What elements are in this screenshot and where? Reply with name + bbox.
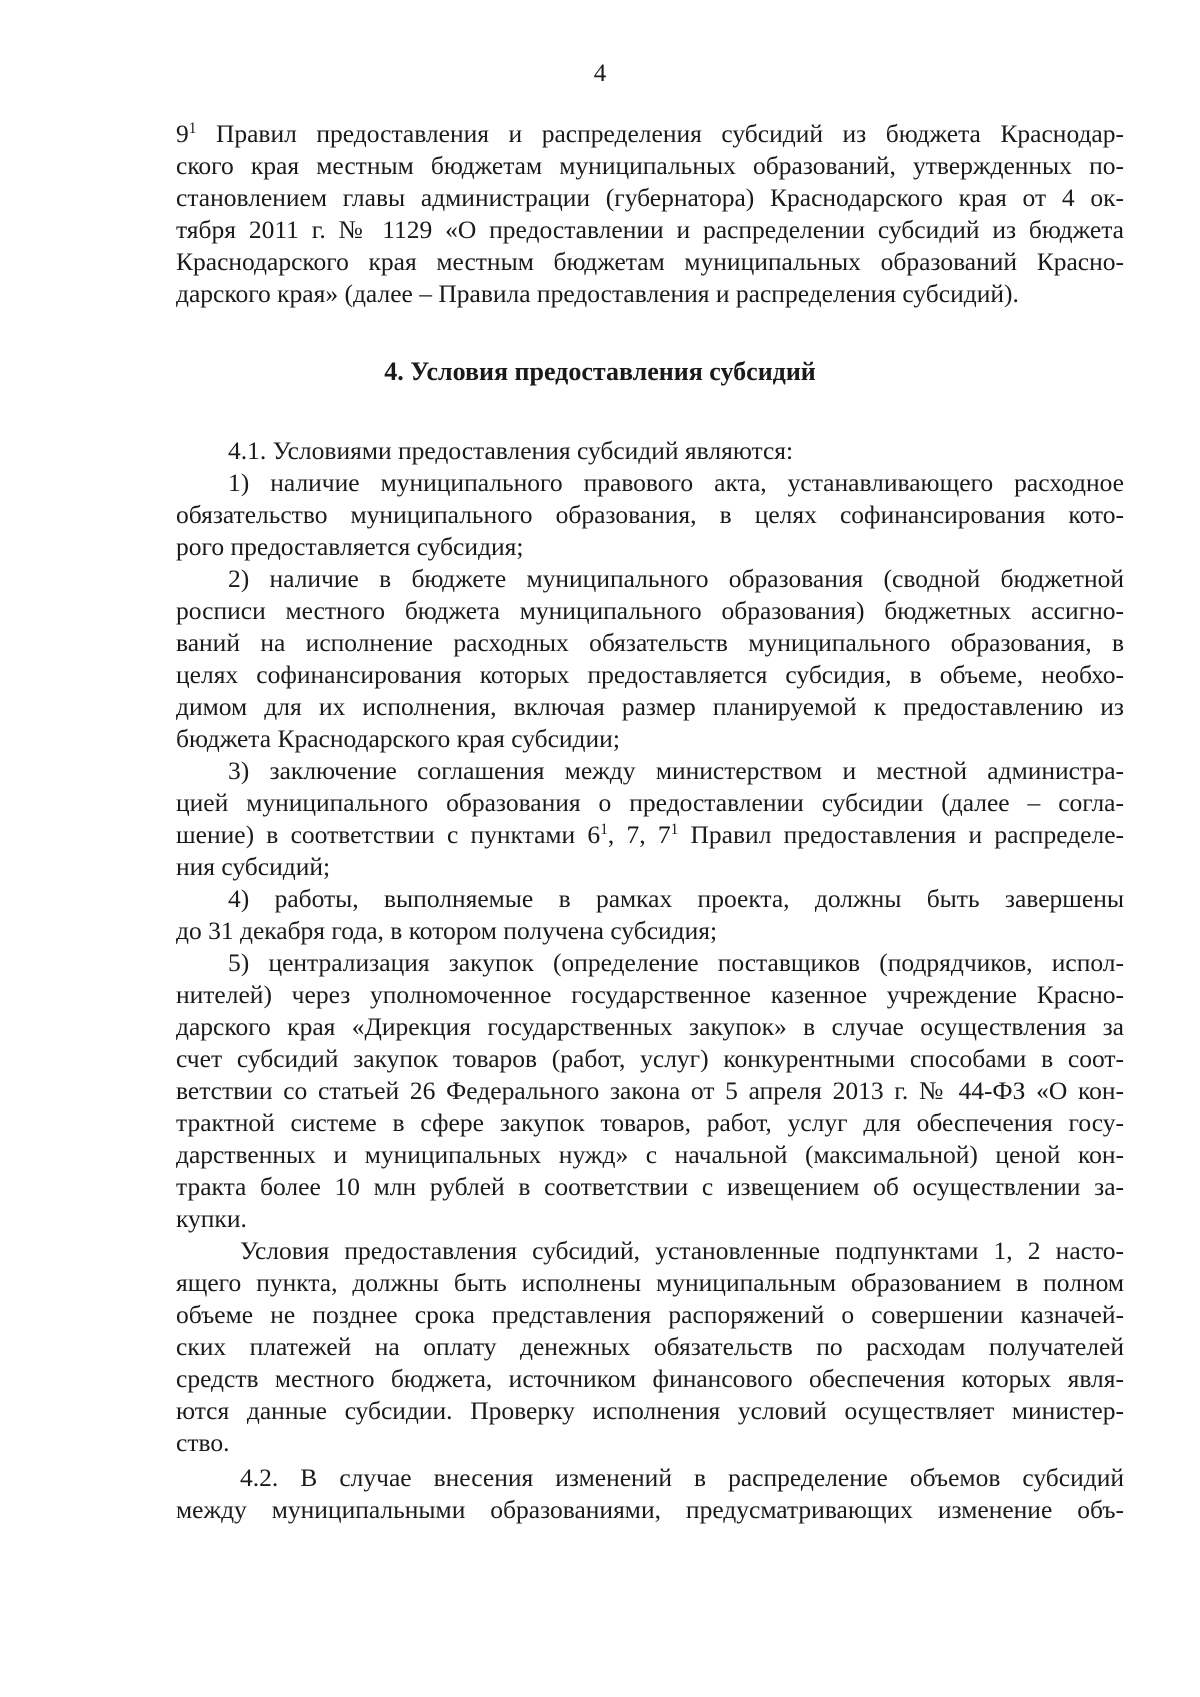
item2-line-4: целях софинансирования которых предоставляется субсидия, в объеме, необхо-: [176, 660, 1124, 689]
intro-line-5: Краснодарского края местным бюджетам муниципальных образований Красно-: [176, 247, 1124, 276]
item5-line-9: купки.: [176, 1204, 247, 1233]
item5-line-1: 5) централизация закупок (определение поставщиков (подрядчиков, испол-: [228, 948, 1124, 977]
p42-line-1: 4.2. В случае внесения изменений в распределение объемов субсидий: [240, 1463, 1124, 1492]
item2-line-3: ваний на исполнение расходных обязательств муниципального образования, в: [176, 628, 1124, 657]
intro-line-3: становлением главы администрации (губернатора) Краснодарского края от 4 ок-: [176, 183, 1124, 212]
item3-line-4: ния субсидий;: [176, 852, 331, 881]
item1-line-1: 1) наличие муниципального правового акта, устанавливающего расходное: [228, 468, 1124, 497]
conditions-line-1: Условия предоставления субсидий, установленные подпунктами 1, 2 насто-: [240, 1236, 1124, 1265]
intro-line-6: дарского края» (далее – Правила предоставления и распределения субсидий).: [176, 279, 1019, 308]
p42-line-2: между муниципальными образованиями, предусматривающих изменение объ-: [176, 1495, 1124, 1524]
page-number: 4: [593, 60, 607, 87]
section-heading: 4. Условия предоставления субсидий: [384, 357, 816, 386]
item2-line-1: 2) наличие в бюджете муниципального образования (сводной бюджетной: [228, 564, 1124, 593]
item4-line-2: до 31 декабря года, в котором получена субсидия;: [176, 916, 718, 945]
item5-line-4: счет субсидий закупок товаров (работ, услуг) конкурентными способами в соот-: [176, 1044, 1124, 1073]
item3-line-2: цией муниципального образования о предоставлении субсидии (далее – согла-: [176, 788, 1124, 817]
item5-line-7: дарственных и муниципальных нужд» с начальной (максимальной) ценой кон-: [176, 1140, 1124, 1169]
intro-line-4: тября 2011 г. № 1129 «О предоставлении и распределении субсидий из бюджета: [176, 215, 1124, 244]
intro-point-sup: 1: [188, 119, 197, 137]
item4-line-1: 4) работы, выполняемые в рамках проекта, должны быть завершены: [228, 884, 1124, 913]
paragraph-4-1: 4.1. Условиями предоставления субсидий являются:: [228, 436, 794, 465]
item5-line-6: трактной системе в сфере закупок товаров, работ, услуг для обеспечения госу-: [176, 1108, 1124, 1137]
item2-line-5: димом для их исполнения, включая размер планируемой к предоставлению из: [176, 692, 1124, 721]
item3-line-3: шение) в соответствии с пунктами $6^1$, 7, $7^1$ Правил предоставления и распределе-: [176, 820, 1125, 849]
conditions-line-6: ются данные субсидии. Проверку исполнения условий осуществляет министер-: [176, 1396, 1124, 1425]
item5-line-2: нителей) через уполномоченное государственное казенное учреждение Красно-: [176, 980, 1124, 1009]
conditions-line-7: ство.: [176, 1428, 230, 1457]
item5-line-3: дарского края «Дирекция государственных закупок» в случае осуществления за: [176, 1012, 1124, 1041]
item2-line-6: бюджета Краснодарского края субсидии;: [176, 724, 620, 753]
item1-line-3: рого предоставляется субсидия;: [176, 532, 524, 561]
item1-line-2: обязательство муниципального образования, в целях софинансирования кото-: [176, 500, 1124, 529]
intro-line-2: ского края местным бюджетам муниципальных образований, утвержденных по-: [176, 151, 1124, 180]
conditions-line-5: средств местного бюджета, источником финансового обеспечения которых явля-: [176, 1364, 1124, 1393]
conditions-line-3: объеме не позднее срока представления распоряжений о совершении казначей-: [176, 1300, 1124, 1329]
item5-line-5: ветствии со статьей 26 Федерального закона от 5 апреля 2013 г. № 44-ФЗ «О кон-: [176, 1076, 1124, 1105]
conditions-line-2: ящего пункта, должны быть исполнены муниципальным образованием в полном: [176, 1268, 1124, 1297]
item3-line-1: 3) заключение соглашения между министерством и местной администра-: [228, 756, 1124, 785]
intro-point-number: 9: [176, 119, 189, 148]
item2-line-2: росписи местного бюджета муниципального образования) бюджетных ассигно-: [176, 596, 1124, 625]
intro-line-1: $9^1$ Правил предоставления и распределения субсидий из бюджета Краснодар-: [176, 119, 1124, 148]
conditions-line-4: ских платежей на оплату денежных обязательств по расходам получателей: [176, 1332, 1124, 1361]
item5-line-8: тракта более 10 млн рублей в соответствии с извещением об осуществлении за-: [176, 1172, 1124, 1201]
